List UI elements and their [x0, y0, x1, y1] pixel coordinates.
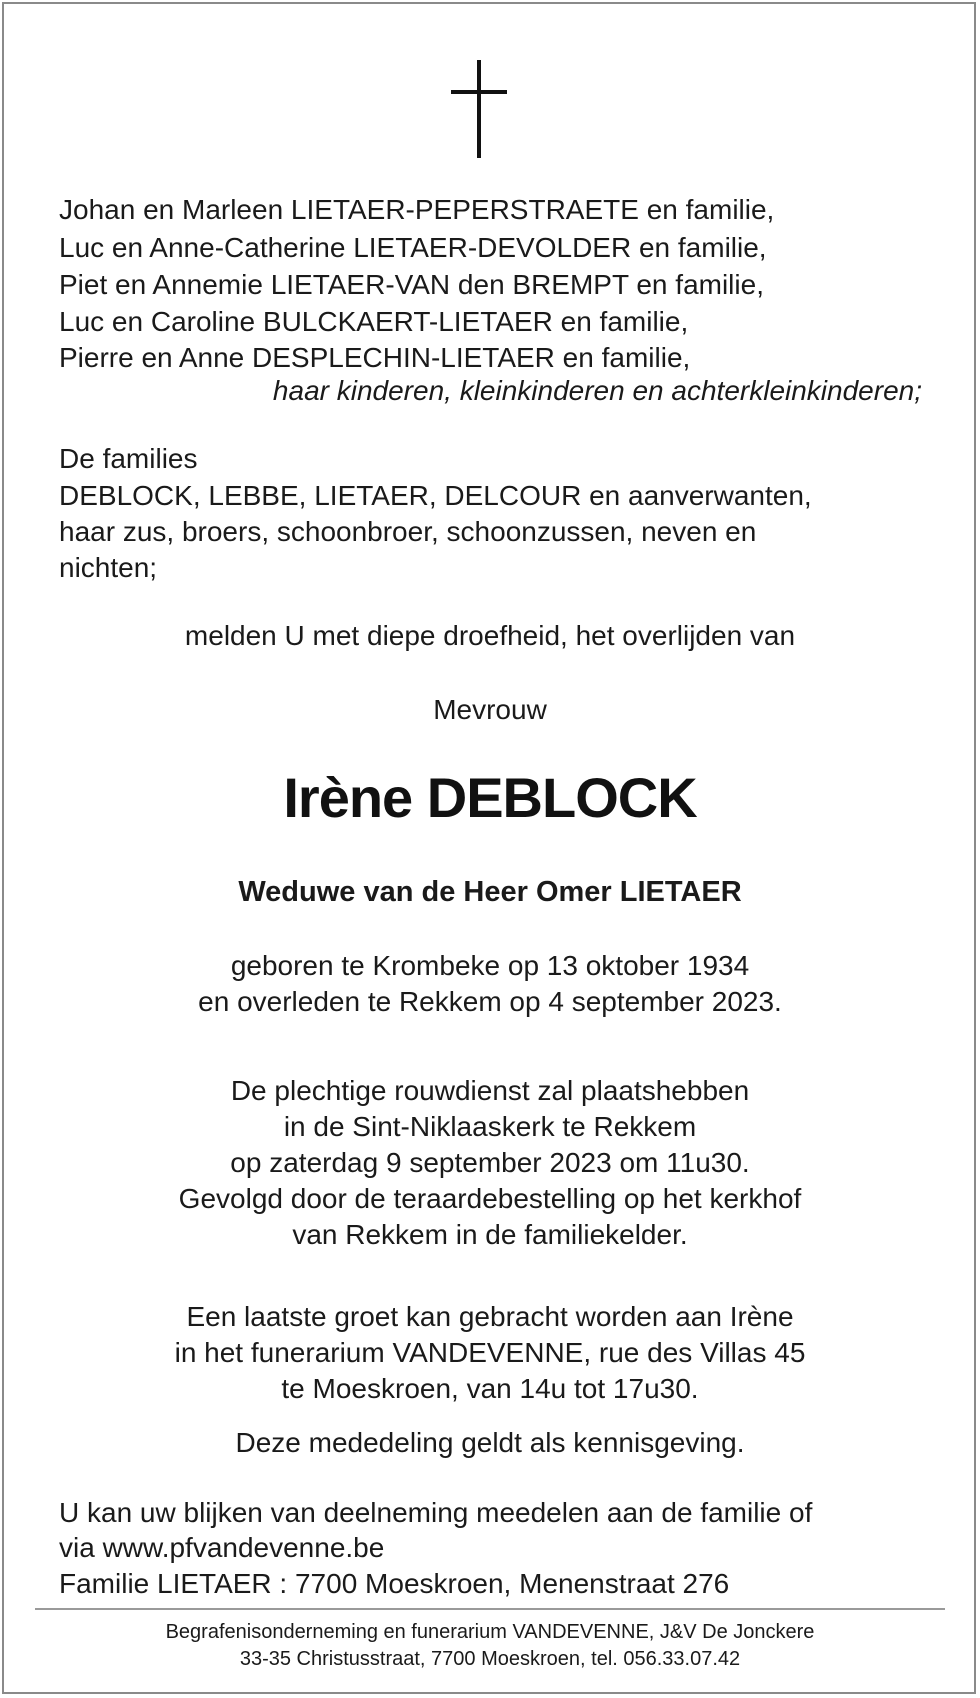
announcer-line: Johan en Marleen LIETAER-PEPERSTRAETE en familie, [59, 194, 775, 225]
funeral-service-line: op zaterdag 9 september 2023 om 11u30. [230, 1147, 750, 1178]
announcement: melden U met diepe droefheid, het overlijden van [184, 620, 796, 651]
farewell-line: te Moeskroen, van 14u tot 17u30. [281, 1373, 699, 1404]
salutation: Mevrouw [433, 694, 547, 725]
notice-statement: Deze mededeling geldt als kennisgeving. [235, 1427, 745, 1458]
funeral-service-line: De plechtige rouwdienst zal plaatshebben [230, 1075, 750, 1106]
families-line: DEBLOCK, LEBBE, LIETAER, DELCOUR en aanverwanten, [59, 480, 812, 511]
announcer-line: Luc en Anne-Catherine LIETAER-DEVOLDER en familie, [59, 232, 767, 263]
farewell-line: Een laatste groet kan gebracht worden aan Irène [186, 1301, 794, 1332]
announcer-line: Piet en Annemie LIETAER-VAN den BREMPT en familie, [59, 269, 764, 300]
funeral-service-line: Gevolgd door de teraardebestelling op het kerkhof [178, 1183, 802, 1214]
funeral-service-line: in de Sint-Niklaaskerk te Rekkem [283, 1111, 697, 1142]
footer-divider [35, 1608, 945, 1610]
families-line: haar zus, broers, schoonbroer, schoonzussen, neven en [59, 516, 757, 547]
birth-line: geboren te Krombeke op 13 oktober 1934 [230, 950, 750, 981]
funeral-service-line: van Rekkem in de familiekelder. [292, 1219, 688, 1250]
funeral-home-address: 33-35 Christusstraat, 7700 Moeskroen, tel. 056.33.07.42 [239, 1648, 741, 1670]
widow-of: Weduwe van de Heer Omer LIETAER [238, 876, 742, 908]
families-line: De families [59, 443, 198, 474]
death-line: en overleden te Rekkem op 4 september 2023. [198, 986, 782, 1017]
announcer-line: Pierre en Anne DESPLECHIN-LIETAER en familie, [59, 342, 691, 373]
deceased-name: Irène DEBLOCK [283, 766, 697, 829]
announcers-role: haar kinderen, kleinkinderen en achterkleinkinderen; [272, 375, 922, 406]
family-address: Familie LIETAER : 7700 Moeskroen, Menenstraat 276 [59, 1568, 730, 1599]
farewell-line: in het funerarium VANDEVENNE, rue des Villas 45 [174, 1337, 806, 1368]
cross-icon [451, 60, 507, 158]
condolences-website: via www.pfvandevenne.be [59, 1532, 385, 1563]
funeral-home-name: Begrafenisonderneming en funerarium VANDEVENNE, J&V De Jonckere [165, 1621, 815, 1643]
families-line: nichten; [59, 552, 158, 583]
condolences-line: U kan uw blijken van deelneming meedelen aan de familie of [59, 1497, 813, 1528]
announcer-line: Luc en Caroline BULCKAERT-LIETAER en familie, [59, 306, 689, 337]
